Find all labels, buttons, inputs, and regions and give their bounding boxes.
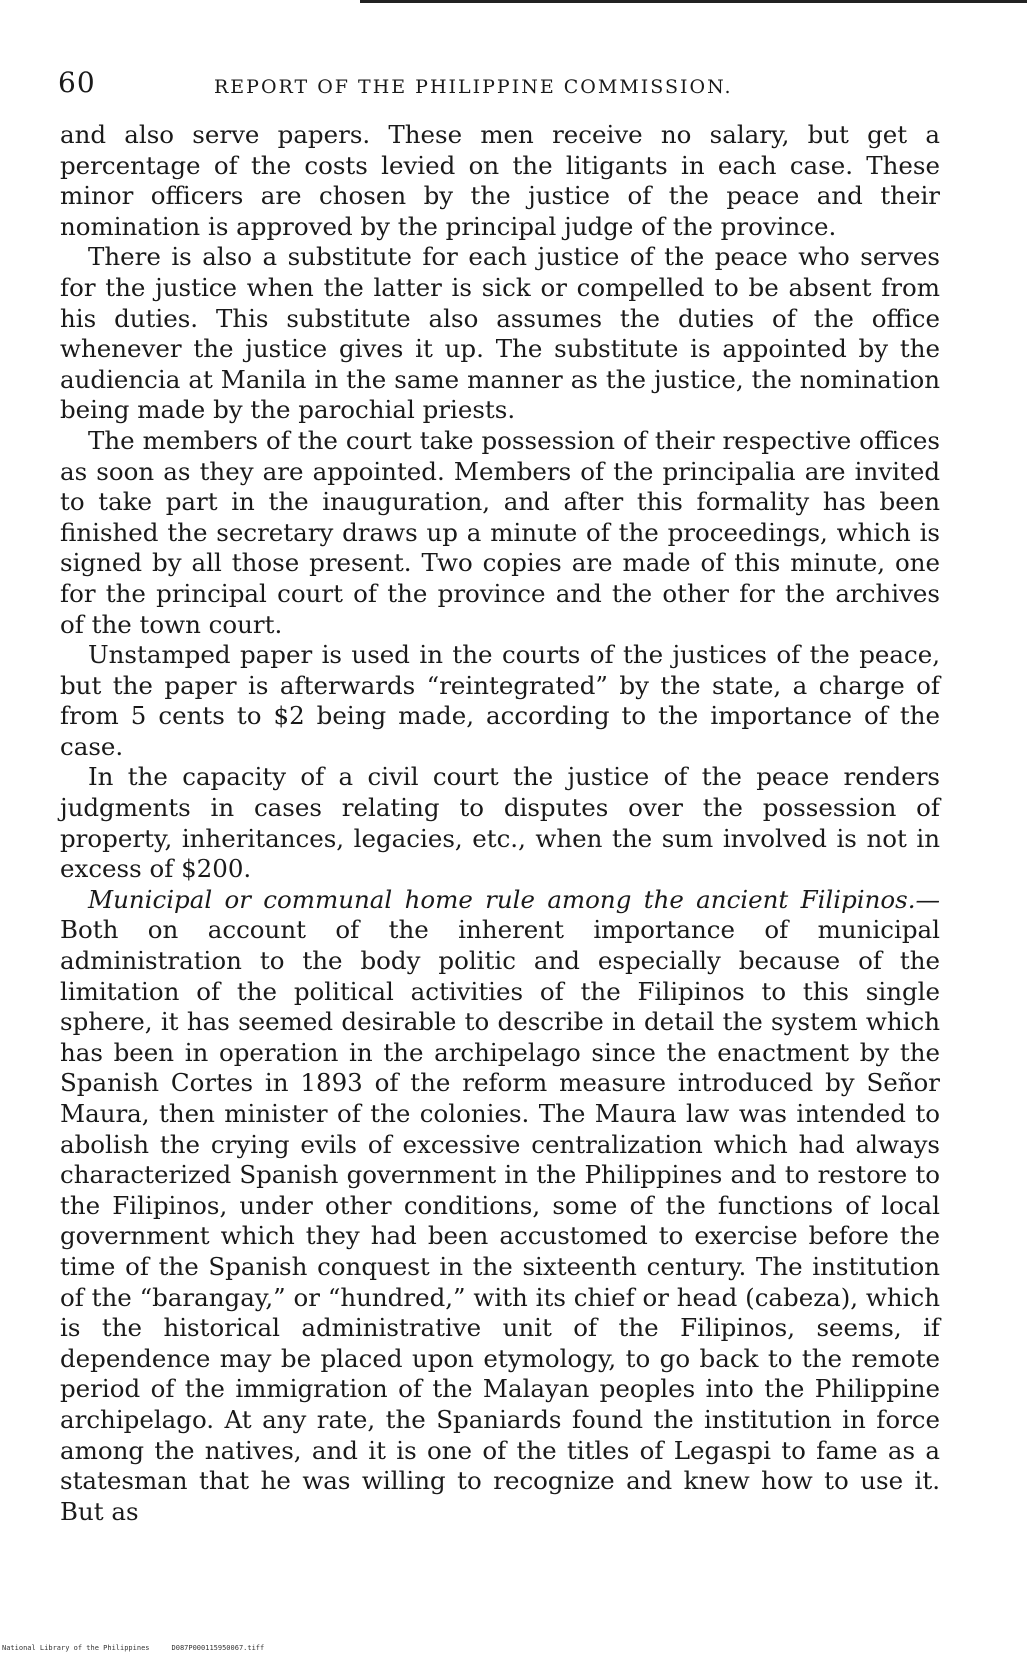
paragraph-5: In the capacity of a civil court the justice of the peace renders judgments in cases relating to disputes over the possession of property, inheritances, legacies, etc., when the sum involved is not in excess of $200. — [60, 762, 940, 884]
top-edge-rule — [360, 0, 1027, 6]
paragraph-1: and also serve papers. These men receive no salary, but get a percentage of the costs levied on the litigants in each case. These minor officers are chosen by the justice of the peace and their nomination is approved by the principal judge of the province. — [60, 120, 940, 241]
paragraph-2: There is also a substitute for each justice of the peace who serves for the justice when the latter is sick or compelled to be absent from his duties. This substitute also assumes the duties of the office whenever the justice gives it up. The substitute is appointed by the audiencia at Manila in the same manner as the justice, the nomination being made by the parochial priests. — [60, 242, 940, 425]
page-number: 60 — [58, 66, 96, 99]
body-text — [60, 120, 940, 1527]
scan-footer — [2, 1644, 264, 1652]
paragraph-6-text: Both on account of the inherent importance of municipal administration to the body politic and especially because of the limitation of the political activities of the Filipinos to this single sphere, it has seemed desirable to describe in detail the system which has been in operation in the archipelago since the enactment by the Spanish Cortes in 1893 of the reform measure introduced by Señor Maura, then minister of the colonies. The Maura law was intended to abolish the crying evils of excessive centralization which had always characterized Spanish government in the Philippines and to restore to the Filipinos, under other conditions, some of the functions of local government which they had been accustomed to exercise before the time of the Spanish conquest in the sixteenth century. The institution of the “barangay,” or “hundred,” with its chief or head (cabeza), which is the historical administrative unit of the Filipinos, seems, if dependence may be placed upon etymology, to go back to the remote period of the immigration of the Malayan peoples into the Philippine archipelago. At any rate, the Spaniards found the institution in force among the natives, and it is one of the titles of Legaspi to fame as a statesman that he was willing to recognize and knew how to use it. But as — [60, 915, 940, 1526]
file-name: D087P000115950067.tiff — [171, 1644, 265, 1652]
paragraph-6 — [60, 885, 940, 1527]
paragraph-3: The members of the court take possession of their respective offices as soon as they are appointed. Members of the principalia are invited to take part in the inauguration, and after this formality has been finished the secretary draws up a minute of the proceedings, which is signed by all those present. Two copies are made of this minute, one for the principal court of the province and the other for the archives of the town court. — [60, 425, 940, 639]
library-credit: National Library of the Philippines — [2, 1644, 150, 1652]
running-title: REPORT OF THE PHILIPPINE COMMISSION. — [214, 76, 733, 98]
paragraph-4: Unstamped paper is used in the courts of the justices of the peace, but the paper is afterwards “reintegrated” by the state, a charge of from 5 cents to $2 being made, according to the importance of the case. — [60, 640, 940, 761]
section-heading: Municipal or communal home rule among the ancient Filipinos.— — [88, 884, 940, 914]
